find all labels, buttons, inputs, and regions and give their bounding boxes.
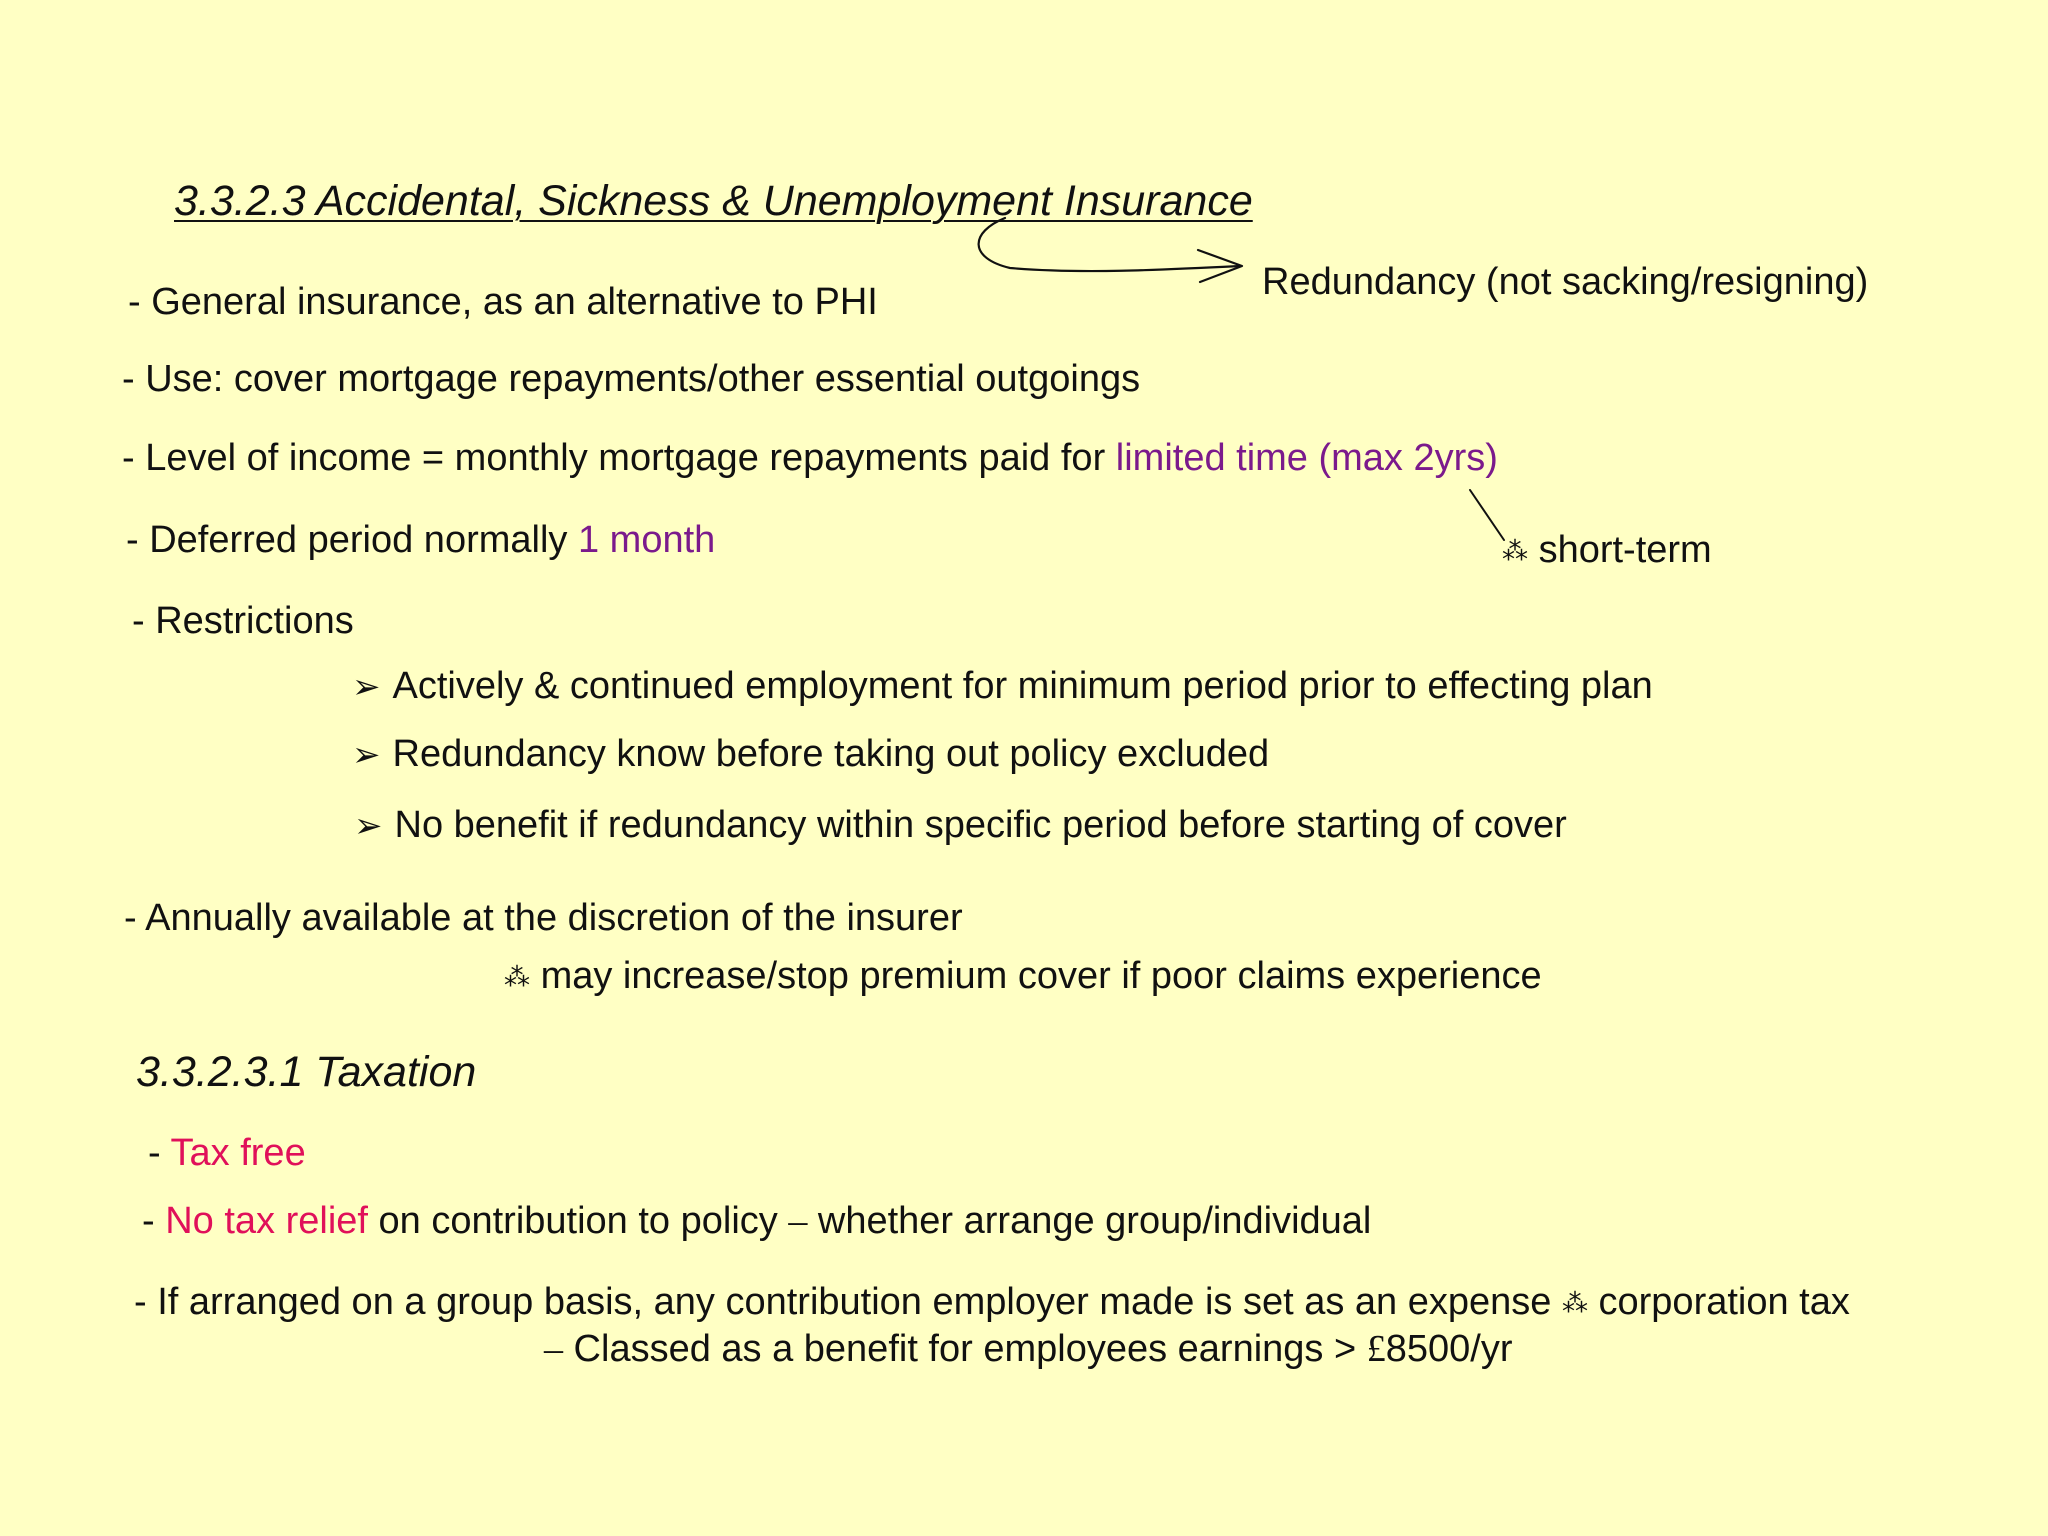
arrowhead-bullet-icon: ➢ xyxy=(352,735,381,775)
taxation-heading: 3.3.2.3.1 Taxation xyxy=(136,1048,477,1096)
therefore-icon: ⁂ xyxy=(1561,1289,1588,1319)
tax-item-benefit xyxy=(544,1330,1512,1368)
arrowhead-bullet-icon: ➢ xyxy=(352,667,381,707)
bullet-dash: - xyxy=(124,897,146,939)
pound-sign: £ xyxy=(1366,1328,1386,1370)
curved-arrow-icon xyxy=(979,218,1240,271)
short-term-label: short-term xyxy=(1538,529,1712,571)
annual-consequence-text: may increase/stop premium cover if poor claims experience xyxy=(540,955,1542,997)
bullet-general-insurance xyxy=(128,283,878,321)
tax-item-no-relief xyxy=(142,1202,1371,1240)
tax-item-text: on contribution to policy xyxy=(367,1200,789,1242)
pointer-line-icon xyxy=(1470,490,1504,540)
restriction-item xyxy=(352,667,1653,705)
tax-benefit-text: Classed as a benefit for employees earnings > xyxy=(563,1328,1367,1370)
bullet-text: Annually available at the discretion of the insurer xyxy=(145,897,963,939)
bullet-dash: - xyxy=(142,1200,166,1242)
bullet-dash: - xyxy=(134,1281,158,1323)
tax-item-text-rest: corporation tax xyxy=(1587,1281,1850,1323)
bullet-annually-available xyxy=(124,899,963,937)
bullet-text: Deferred period normally xyxy=(149,519,578,561)
annotation-redundancy: Redundancy (not sacking/resigning) xyxy=(1262,261,1869,303)
arrowhead-bullet-icon: ➢ xyxy=(354,806,383,846)
tax-benefit-amount: 8500/yr xyxy=(1385,1328,1513,1370)
bullet-text: Level of income = monthly mortgage repayments paid for xyxy=(145,437,1116,479)
no-tax-relief-highlight: No tax relief xyxy=(165,1200,368,1242)
one-month-highlight: 1 month xyxy=(577,519,716,561)
bullet-restrictions xyxy=(132,602,354,640)
bullet-dash: - xyxy=(148,1132,171,1174)
en-dash: – xyxy=(788,1200,808,1242)
bullet-text: General insurance, as an alternative to PHI xyxy=(151,281,878,323)
bullet-dash: - xyxy=(126,519,150,561)
tax-item-group-basis xyxy=(134,1283,1850,1321)
en-dash: – xyxy=(544,1328,563,1370)
restriction-item xyxy=(352,735,1269,773)
bullet-dash: - xyxy=(122,358,146,400)
limited-time-highlight: limited time (max 2yrs) xyxy=(1115,437,1498,479)
annotation-short-term xyxy=(1502,531,1712,569)
restriction-item xyxy=(354,806,1567,844)
page-title: 3.3.2.3 Accidental, Sickness & Unemployment Insurance xyxy=(174,177,1253,225)
tax-item-text-rest: whether arrange group/individual xyxy=(807,1200,1372,1242)
bullet-text: Restrictions xyxy=(155,600,354,642)
arrowhead-icon xyxy=(1198,250,1242,282)
bullet-dash: - xyxy=(122,437,146,479)
therefore-icon: ⁂ xyxy=(1502,537,1528,567)
bullet-level-of-income xyxy=(122,439,1498,477)
bullet-deferred-period xyxy=(126,521,715,559)
bullet-dash: - xyxy=(128,281,152,323)
tax-item-tax-free xyxy=(148,1134,306,1172)
restriction-text: Redundancy know before taking out policy excluded xyxy=(392,733,1270,775)
therefore-icon: ⁂ xyxy=(504,963,530,993)
bullet-dash: - xyxy=(132,600,156,642)
restriction-text: No benefit if redundancy within specific period before starting of cover xyxy=(394,804,1567,846)
restriction-text: Actively & continued employment for minimum period prior to effecting plan xyxy=(392,665,1653,707)
bullet-use xyxy=(122,360,1140,398)
annual-consequence xyxy=(504,957,1542,995)
tax-free-highlight: Tax free xyxy=(170,1132,306,1174)
bullet-text: Use: cover mortgage repayments/other essential outgoings xyxy=(145,358,1141,400)
tax-item-text: If arranged on a group basis, any contribution employer made is set as an expense xyxy=(157,1281,1562,1323)
